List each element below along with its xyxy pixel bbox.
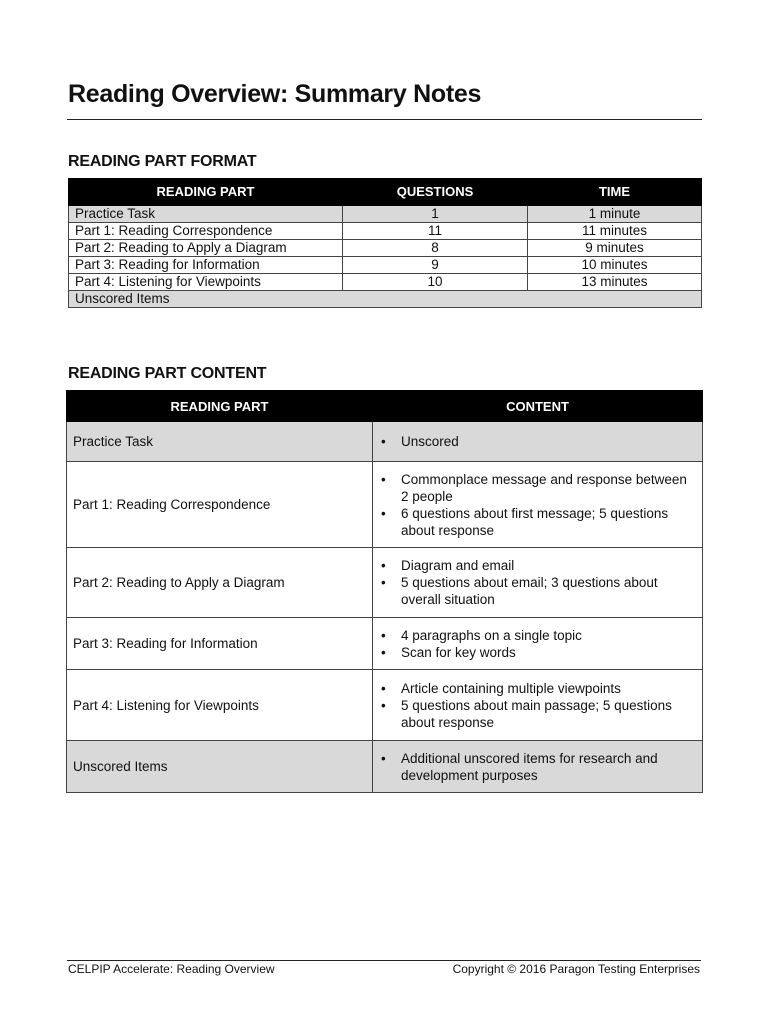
cell-questions: 9 [343,257,528,274]
cell-content [373,741,703,793]
cell-questions: 8 [343,240,528,257]
cell-content [373,462,703,548]
footer-document-name: CELPIP Accelerate: Reading Overview [68,962,275,976]
format-table-row [69,257,702,274]
content-table-row [67,670,703,741]
content-bullet-item: • Scan for key words [401,644,696,661]
content-table-row [67,618,703,670]
cell-content [373,670,703,741]
cell-questions: 11 [343,223,528,240]
format-table-row [69,223,702,240]
column-header-time: TIME [528,179,702,206]
cell-content [373,422,703,462]
cell-reading-part: Part 2: Reading to Apply a Diagram [67,548,373,618]
cell-time: 9 minutes [528,240,702,257]
footer-copyright: Copyright © 2016 Paragon Testing Enterprises [452,962,700,976]
content-bullet-item: • Diagram and email [401,557,696,574]
content-bullet-item: • 6 questions about first message; 5 questions about response [401,505,696,539]
column-header-questions: QUESTIONS [343,179,528,206]
content-bullet-list [379,433,696,450]
content-bullet-list [379,680,696,731]
content-bullet-item: • 4 paragraphs on a single topic [401,627,696,644]
content-bullet-item: • Unscored [401,433,696,450]
column-header-content: CONTENT [373,391,703,422]
content-bullet-item: • Additional unscored items for research and development purposes [401,750,696,784]
format-table-row [69,291,702,308]
title-divider [67,119,702,120]
cell-reading-part: Unscored Items [69,291,702,308]
format-section-heading: READING PART FORMAT [68,153,257,170]
cell-questions: 1 [343,206,528,223]
format-table [68,178,702,308]
column-header-reading-part: READING PART [67,391,373,422]
format-table-row [69,206,702,223]
format-table-header [69,179,702,206]
cell-questions: 10 [343,274,528,291]
content-table-header [67,391,703,422]
content-bullet-list [379,471,696,539]
content-table-row [67,462,703,548]
cell-reading-part: Part 2: Reading to Apply a Diagram [69,240,343,257]
cell-time: 1 minute [528,206,702,223]
content-bullet-item: • Article containing multiple viewpoints [401,680,696,697]
content-table-row [67,548,703,618]
cell-content [373,548,703,618]
content-bullet-item: • 5 questions about main passage; 5 questions about response [401,697,696,731]
cell-time: 13 minutes [528,274,702,291]
cell-reading-part: Part 4: Listening for Viewpoints [69,274,343,291]
content-bullet-list [379,557,696,608]
content-section-heading: READING PART CONTENT [68,365,267,382]
content-table-row [67,422,703,462]
cell-content [373,618,703,670]
cell-reading-part: Part 4: Listening for Viewpoints [67,670,373,741]
content-table-row [67,741,703,793]
cell-reading-part: Practice Task [69,206,343,223]
format-table-row [69,240,702,257]
content-bullet-item: • 5 questions about email; 3 questions about overall situation [401,574,696,608]
cell-time: 10 minutes [528,257,702,274]
cell-reading-part: Part 3: Reading for Information [69,257,343,274]
column-header-reading-part: READING PART [69,179,343,206]
content-bullet-list [379,750,696,784]
content-bullet-item: • Commonplace message and response between 2 people [401,471,696,505]
content-bullet-list [379,627,696,661]
cell-reading-part: Part 1: Reading Correspondence [69,223,343,240]
cell-reading-part: Unscored Items [67,741,373,793]
format-table-row [69,274,702,291]
content-table [66,390,703,793]
cell-reading-part: Practice Task [67,422,373,462]
cell-reading-part: Part 1: Reading Correspondence [67,462,373,548]
footer-divider [67,960,701,961]
page-title: Reading Overview: Summary Notes [68,80,482,108]
cell-time: 11 minutes [528,223,702,240]
cell-reading-part: Part 3: Reading for Information [67,618,373,670]
